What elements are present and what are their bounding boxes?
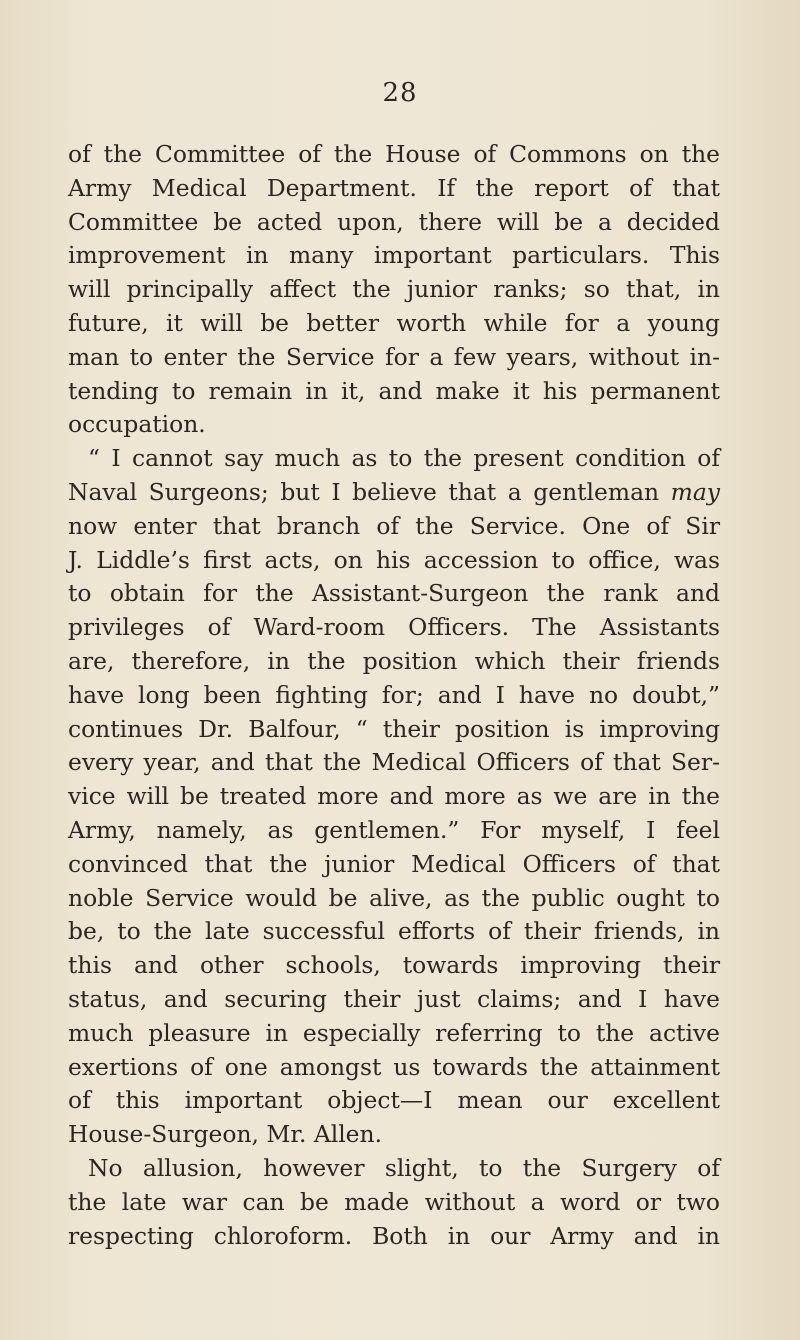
- text-line: Committee be acted upon, there will be a decided: [68, 207, 720, 236]
- text-line: vice will be treated more and more as we are in the: [68, 782, 720, 811]
- text-line: are, therefore, in the position which their friends: [68, 646, 720, 675]
- text-line: exertions of one amongst us towards the attainment: [68, 1052, 720, 1081]
- text-line: have long been fighting for; and I have no doubt,”: [68, 680, 720, 709]
- text-line: occupation.: [68, 410, 206, 439]
- text-line: respecting chloroform. Both in our Army and in: [68, 1221, 720, 1250]
- text-line: privileges of Ward-room Officers. The Assistants: [68, 613, 720, 642]
- text-line: of this important object—I mean our excellent: [68, 1086, 720, 1115]
- text-line: of the Committee of the House of Commons on the: [68, 140, 720, 168]
- text-line: [68, 476, 720, 510]
- text-line: tending to remain in it, and make it his permanent: [68, 376, 720, 405]
- text-line: status, and securing their just claims; and I have: [68, 984, 720, 1013]
- text-line: noble Service would be alive, as the public ought to: [68, 883, 720, 912]
- body-text: [68, 138, 720, 1253]
- text-segment: Naval Surgeons; but I believe that a gentleman: [68, 477, 671, 506]
- page-number: 28: [382, 78, 418, 108]
- text-line: No allusion, however slight, to the Surgery of: [88, 1153, 720, 1182]
- text-line: improvement in many important particulars. This: [68, 241, 720, 270]
- text-line: be, to the late successful efforts of their friends, in: [68, 917, 720, 946]
- emphasized-word: may: [670, 477, 720, 506]
- text-line: every year, and that the Medical Officers of that Ser-: [68, 748, 720, 777]
- text-line: J. Liddle’s first acts, on his accession to office, was: [68, 545, 720, 574]
- text-line: man to enter the Service for a few years, without in-: [68, 342, 720, 371]
- text-line: to obtain for the Assistant-Surgeon the rank and: [68, 579, 720, 608]
- text-line: Army Medical Department. If the report of that: [68, 173, 720, 202]
- text-line: future, it will be better worth while for a young: [68, 308, 720, 337]
- text-line: much pleasure in especially referring to the active: [68, 1018, 720, 1047]
- text-line: now enter that branch of the Service. One of Sir: [68, 511, 720, 540]
- text-line: convinced that the junior Medical Officers of that: [68, 849, 720, 878]
- text-line: continues Dr. Balfour, “ their position is improving: [68, 714, 720, 743]
- text-line: “ I cannot say much as to the present condition of: [88, 444, 720, 473]
- text-line: this and other schools, towards improving their: [68, 951, 720, 980]
- text-line: will principally affect the junior ranks; so that, in: [68, 275, 720, 304]
- text-line: House-Surgeon, Mr. Allen.: [68, 1120, 383, 1149]
- text-line: Army, namely, as gentlemen.” For myself, I feel: [68, 815, 720, 844]
- text-line: the late war can be made without a word or two: [68, 1187, 720, 1216]
